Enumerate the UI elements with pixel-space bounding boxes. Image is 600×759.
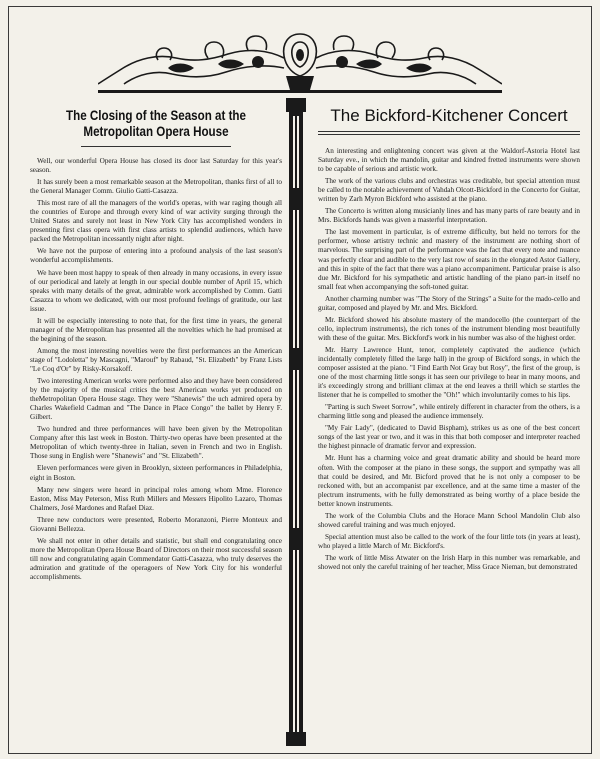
paragraph: We have been most happy to speak of then already in many occasions, in every issue of our periodical and lately at length in our special double number of April 15, which speaks with many details of the great, admirable work accomplished by Comm. Gatti Casazza to whom we dedicated, with our most profound feelings of gratitude, our last issue.	[30, 268, 282, 313]
paragraph: Mr. Harry Lawrence Hunt, tenor, completely captivated the audience (which incidentally completely filled the large hall) in the group of Bickford songs, in which the composer assisted at the piano. "I Find Earth Not Gray but Rosy", the first of the group, is one of the most charming little songs it has seen our privilege to hear in many moons, and it's exceedingly strong and brilliant climax at the end leaves a thrill which se startles the listener that he is compelled to smother the "Oh!" which involuntarily comes to his lips.	[318, 345, 580, 400]
paragraph: Another charming number was "The Story of the Strings" a Suite for the mado-cello and guitar, composed and played by Mr. and Mrs. Bickford.	[318, 294, 580, 312]
paragraph: The work of the Columbia Clubs and the Horace Mann School Mandolin Club also showed careful training and was much enjoyed.	[318, 511, 580, 529]
article-title-line-1: The Closing of the Season at the	[66, 108, 246, 123]
article-body-concert	[318, 147, 580, 572]
article-title-concert: The Bickford-Kitchener Concert	[318, 106, 580, 132]
paragraph: "My Fair Lady", (dedicated to David Bispham), strikes us as one of the best concert songs of the last year or two, and it was in this that both composer and interpreter reached the highest pinnacle of dramatic fervor and expression.	[318, 424, 580, 451]
article-opera-season	[30, 108, 282, 585]
article-body-opera	[30, 157, 282, 582]
paragraph: We have not the purpose of entering into a profound analysis of the last season's wonderful accomplishments.	[30, 247, 282, 265]
paragraph: This most rare of all the managers of the world's operas, with war raging though all the countries of Europe and through every kind of war activity surging through the United States and surely not least in New York City has accomplished wonders in presenting first class opera with first class artists to splendid audiences, which have packed the Metropolitan incessantly night after night.	[30, 199, 282, 244]
paragraph: Many new singers were heard in principal roles among whom Mme. Florence Easton, Miss May Peterson, Miss Ruth Millers and Messers Hipolito Lazaro, Thomas Chalmers, José Mardones and Rafael Diaz.	[30, 485, 282, 512]
paragraph: Mr. Bickford showed his absolute mastery of the mandocello (the counterpart of the cello, inplectrum instruments), the rich tones of the instrument blending most beautifully with these of the guitar. Mrs. Bickford's work in his number was also of the highest order.	[318, 315, 580, 342]
paragraph: Two hundred and three performances will have been given by the Metropolitan Company after this last week in Boston. Thirty-two operas have been presented at the Metropolitan of which twenty-three in Italian, seven in French and two in English. Those sung in English were "Shanewis" and "St. Elizabeth".	[30, 425, 282, 461]
paragraph: "Parting is such Sweet Sorrow", while entirely different in character from the others, is a charming little song and pleased the audience immensely.	[318, 403, 580, 421]
paragraph: It will be especially interesting to note that, for the first time in years, the general manager of the Metropolitan has presented all the novelties which he had promised at the begining of the season.	[30, 316, 282, 343]
paragraph: Three new conductors were presented, Roberto Moranzoni, Pierre Monteux and Giovanni Bellezza.	[30, 515, 282, 533]
paragraph: Mr. Hunt has a charming voice and great dramatic ability and should be heard more often. With the composer at the piano in these songs, the support and sympathy was all that could be desired, and Mr. Bicford proved that he is not only a composer to be reckoned with, but an accompanist par excellence, and at the same time a master of the plectrum instruments, with he fully demonstrated as being worthy of a place beside the better known instruments.	[318, 454, 580, 508]
paragraph: Two interesting American works were performed also and they have been considered by the majority of the musical critics the best American works yet produced on theMetropolitan Opera House stage. They were "Shanewis" the uch admired opera by Charles Wakefield Cadman and "The Dance in Place Congo" the ballet by Henry F. Gilbert.	[30, 377, 282, 422]
title-double-rule	[318, 134, 580, 135]
header-ornament	[98, 28, 502, 98]
article-title-line-2: Metropolitan Opera House	[83, 124, 229, 139]
paragraph: An interesting and enlightening concert was given at the Waldorf-Astoria Hotel last Saturday eve., in which the mandolin, guitar and kindred fretted instruments were shown to be capable of serious and artistic work.	[318, 147, 580, 174]
paragraph: Special attention must also be called to the work of the four little tots (in years at least), who played a little March of Mr. Bickford's.	[318, 532, 580, 550]
paragraph: Eleven performances were given in Brooklyn, sixteen performances in Philadelphia, eight in Boston.	[30, 464, 282, 482]
title-underline	[81, 146, 231, 147]
article-title-opera	[48, 108, 265, 140]
paragraph: It has surely been a most remarkable season at the Metropolitan, thanks first of all to the General Manager Comm. Giulio Gatti-Casazza.	[30, 178, 282, 196]
paragraph: The work of little Miss Atwater on the Irish Harp in this number was remarkable, and showed not only the careful training of her teacher, Miss Grace Nieman, but demonstrated	[318, 553, 580, 571]
article-bickford-concert	[318, 106, 580, 575]
paragraph: We shall not enter in other details and statistic, but shall end congratulating once more the Metropolitan Opera House Board of Directors on their most successful season till now and congratulating again Commendator Gatti-Casazza, who truly deserves the admiration and gratitude of the operagoers of New York City for his wonderful accomplishments.	[30, 536, 282, 581]
paragraph: The last movement in particular, is of extreme difficulty, but held no terrors for the performer, whose artistry technic and mastery of the instrument are nothing short of marvelous. The surprising part of the performance was the fact that every note and nuance was perfectly clear and audible to the very last row of seats in the elongated Astor Gallery, and this in spite of the fact that there was a piano accompaniment. Particular praise is also due Mr. Bickford for his sympathetic and artistic handling of the piano part-in itself no small feat when accompanying the soft-toned guitar.	[318, 228, 580, 291]
paragraph: Among the most interesting novelties were the first performances an the American stage of "Lodoletta" by Mascagni, "Marouf" by Rabaud, "St. Elizabeth" by Franz Lists "Le Coq d'Or" by Risky-Korsakoff.	[30, 346, 282, 373]
paragraph: The work of the various clubs and orchestras was creditable, but special attention must be called to the notable achievement of Vahdah Olcott-Bickford in the Concerto for Guitar, written by Zarh Myron Bickford who assisted at the piano.	[318, 177, 580, 204]
column-divider	[284, 98, 308, 746]
paragraph: Well, our wonderful Opera House has closed its door last Saturday for this year's season.	[30, 157, 282, 175]
paragraph: The Concerto is written along musicianly lines and has many parts of rare beauty and in Mrs. Bickfords hands was given a masterful interpretation.	[318, 207, 580, 225]
